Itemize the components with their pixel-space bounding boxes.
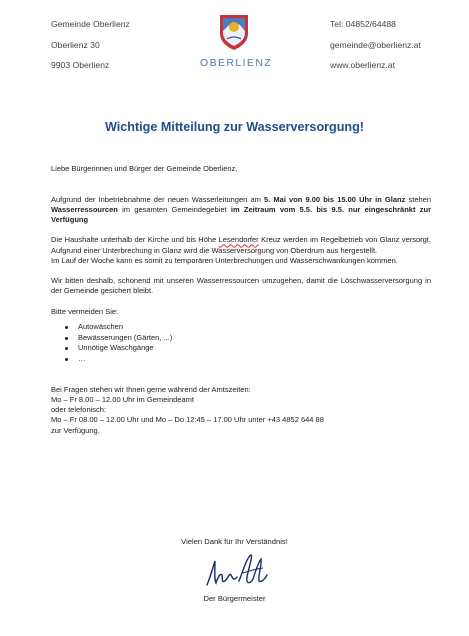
page-title: Wichtige Mitteilung zur Wasserversorgung! <box>104 120 364 134</box>
mayor-title: Der Bürgermeister <box>203 594 266 603</box>
text-run: Kreuz werden im Regelbetrieb von Glanz versorgt. Aufgrund einer Unterbrechung in Glanz wird die Wasserversorgung von Oberdrum aus hergestellt. <box>51 235 431 255</box>
list-item: Unnötige Waschgänge <box>51 343 431 354</box>
postal-city: 9903 Oberlienz <box>51 60 110 70</box>
email-address: gemeinde@oberlienz.at <box>330 40 421 50</box>
phone-number: Tel: 04852/64488 <box>330 19 396 29</box>
text-run: im gesamten Gemeindegebiet <box>117 204 231 214</box>
signature-icon <box>203 551 269 591</box>
text-run: stehen <box>405 194 432 204</box>
paragraph-inauguration <box>51 195 431 226</box>
paragraph-households <box>51 235 431 255</box>
list-item: Autowäschen <box>51 322 431 333</box>
bold-period: im Zeitraum vom 5.5. bis 9.5. nur eingeschränkt zur Verfügung <box>51 204 431 224</box>
bold-resources: Wasserressourcen <box>51 204 118 214</box>
municipality-name: Gemeinde Oberlienz <box>51 19 130 29</box>
logo-wordmark: OBERLIENZ <box>200 57 273 69</box>
street-address: Oberlienz 30 <box>51 40 100 50</box>
text-run: Aufgrund der Inbetriebnahme der neuen Wasserleitungen am <box>51 194 265 204</box>
spellcheck-word: Lesendorfer <box>218 235 259 245</box>
paragraph-fluctuations: Im Lauf der Woche kann es somit zu temporären Unterbrechungen und Wasserschwankungen kommen. <box>51 255 398 265</box>
text-run: Die Haushalte unterhalb der Kirche und bis Höhe <box>51 235 219 245</box>
website-url: www.oberlienz.at <box>330 60 395 70</box>
municipality-logo <box>200 13 273 69</box>
avoid-intro: Bitte vermeiden Sie: <box>51 306 119 316</box>
thanks-line: Vielen Dank für Ihr Verständnis! <box>181 537 288 546</box>
bold-date: 5. Mai von 9.00 bis 15.00 Uhr in Glanz <box>264 194 406 204</box>
avoid-list <box>51 322 431 364</box>
contact-line: Mo – Fr 08.00 – 12.00 Uhr und Mo – Do 12:45 – 17.00 Uhr unter +43 4852 644 88 <box>51 415 324 425</box>
paragraph-request: Wir bitten deshalb, schonend mit unseren Wasserressourcen umzugehen, damit die Löschwasserversorgung in der Gemeinde gesichert bleibt. <box>51 276 431 296</box>
contact-line: oder telefonisch: <box>51 405 107 415</box>
greeting: Liebe Bürgerinnen und Bürger der Gemeinde Oberlienz, <box>51 164 238 173</box>
list-item: … <box>51 354 431 365</box>
contact-line: zur Verfügung. <box>51 425 100 435</box>
list-item: Bewässerungen (Gärten, ...) <box>51 333 431 344</box>
coat-of-arms-icon <box>218 13 250 51</box>
contact-line: Bei Fragen stehen wir Ihnen gerne während der Amtszeiten: <box>51 384 251 394</box>
contact-line: Mo – Fr 8.00 – 12.00 Uhr im Gemeindeamt <box>51 394 194 404</box>
letter-body <box>51 164 431 436</box>
